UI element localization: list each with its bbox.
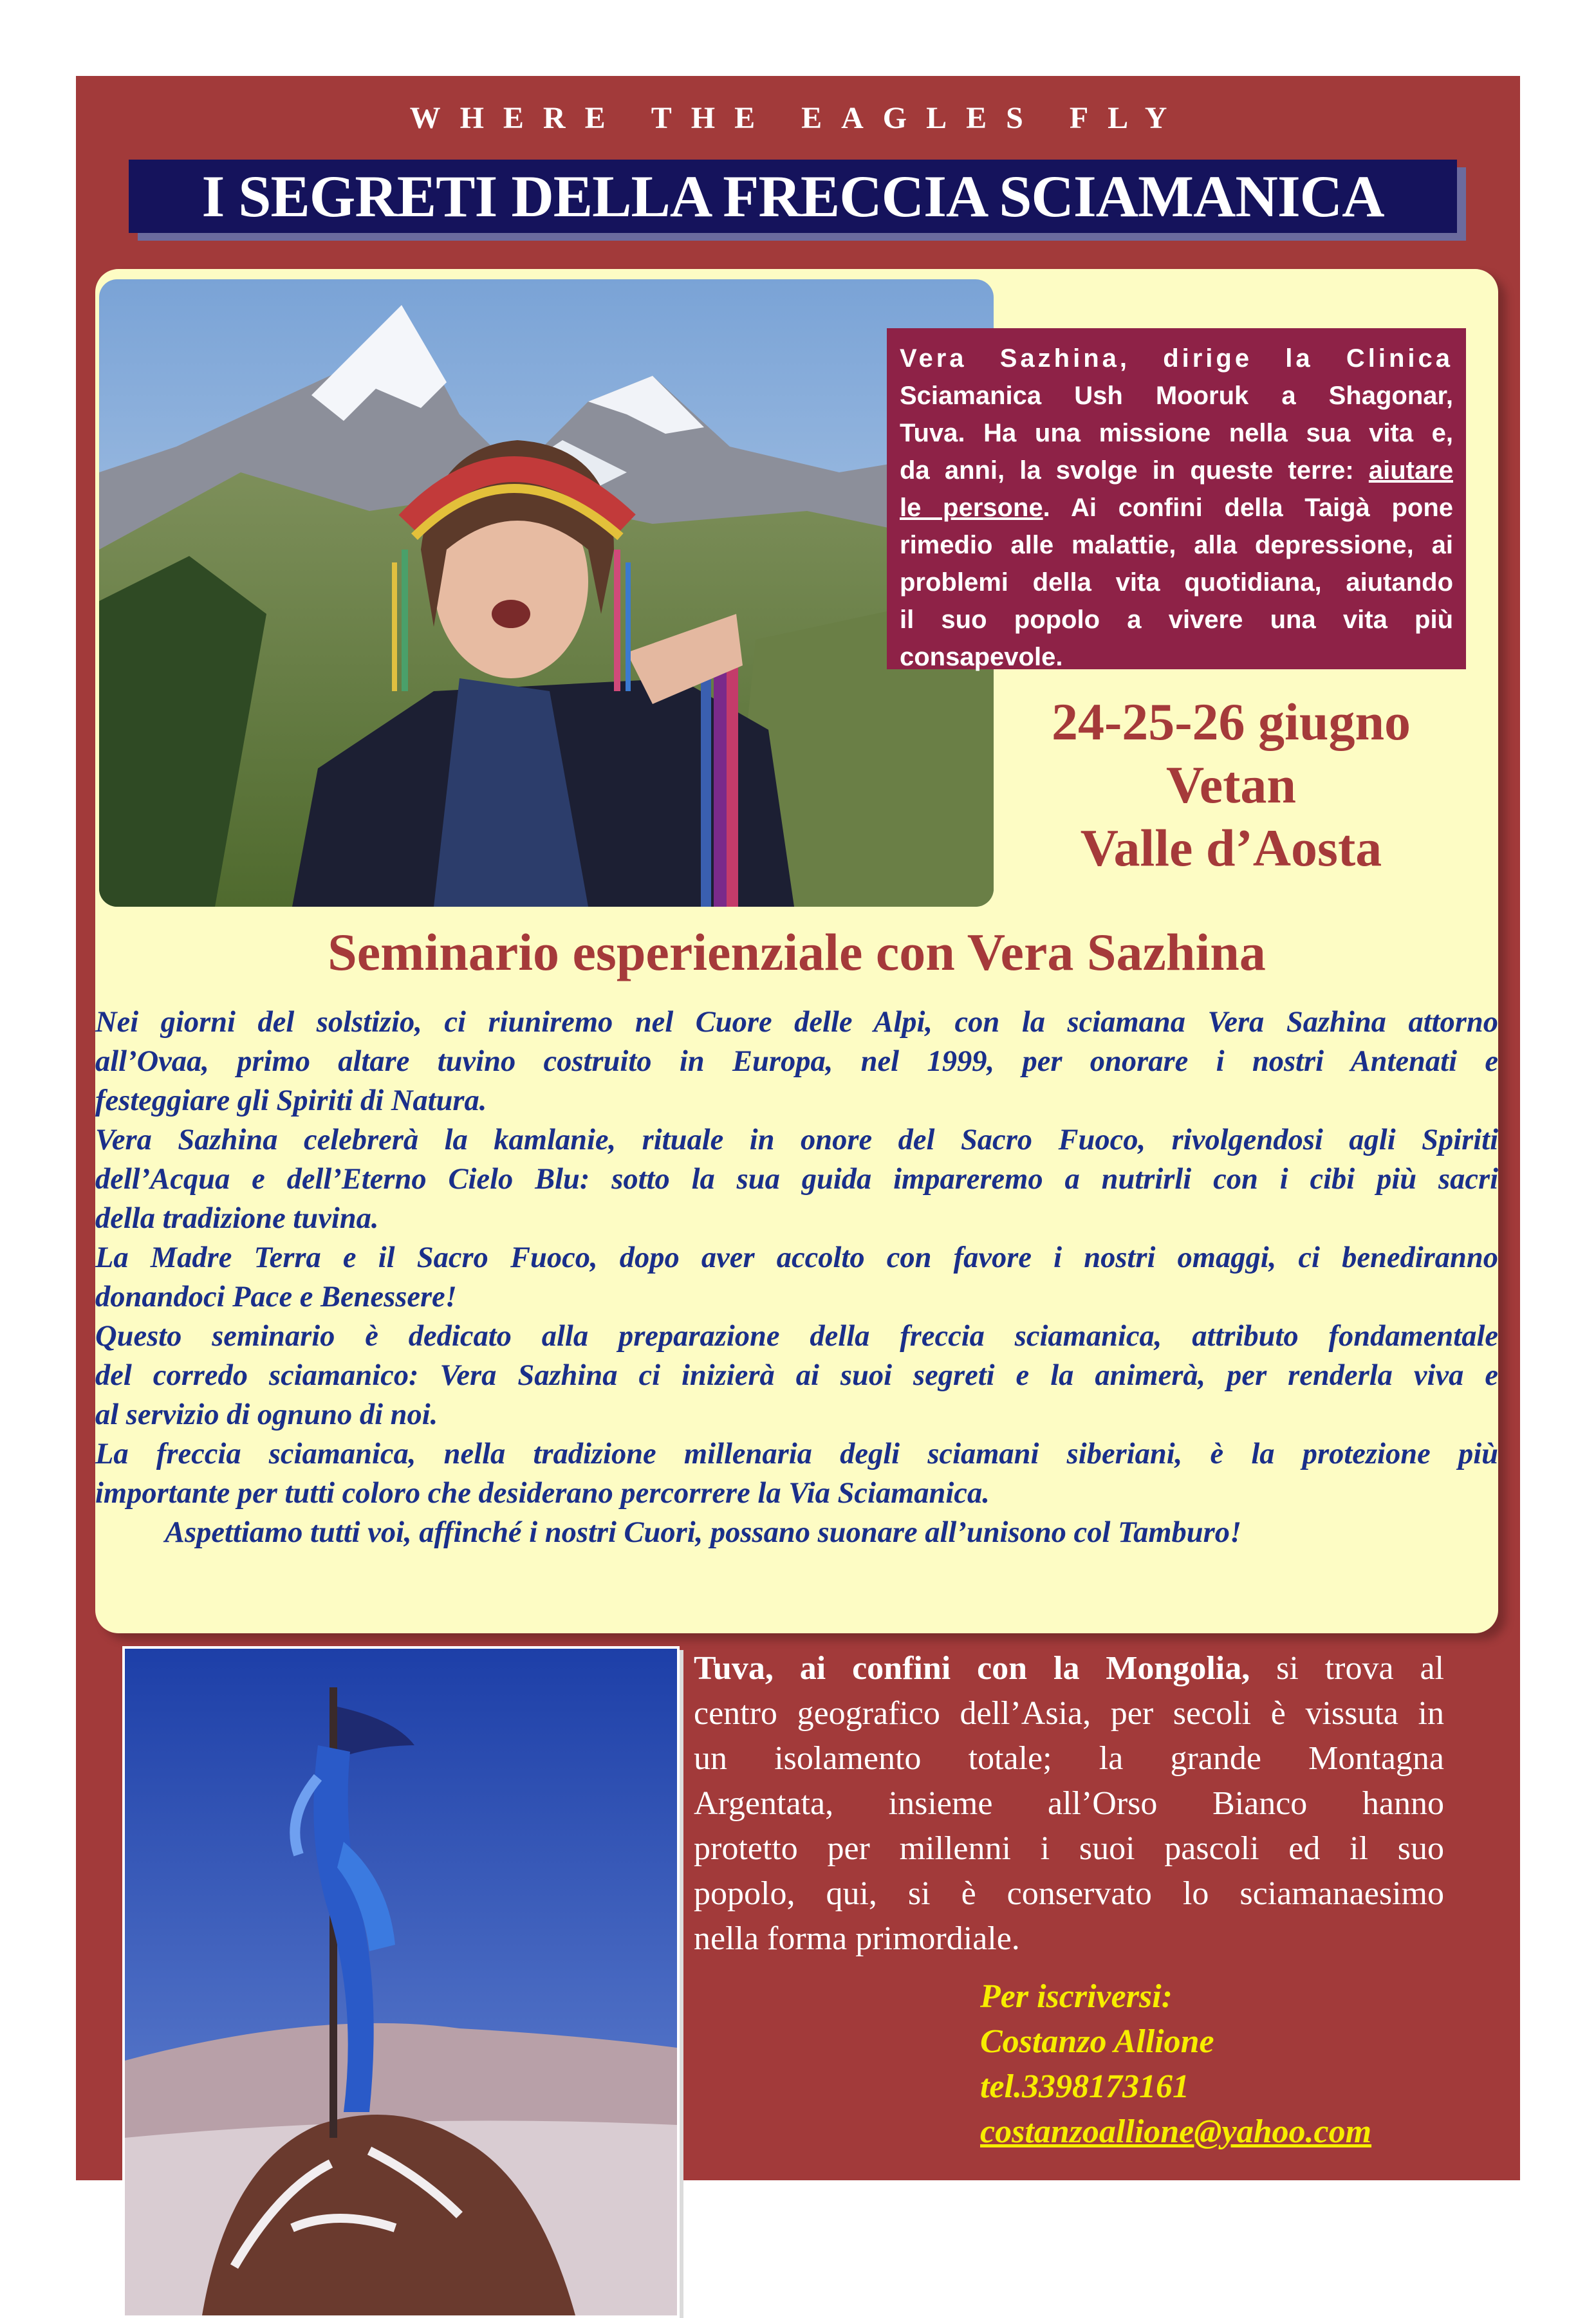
ovaa-photo: [122, 1646, 680, 2318]
intro-line: consapevole.: [900, 643, 1063, 671]
description-line: all’Ovaa, primo altare tuvino costruito in Europa, nel 1999, per onorare i nostri Antenati e: [95, 1045, 1498, 1078]
description-line: Nei giorni del solstizio, ci riuniremo nel Cuore delle Alpi, con la sciamana Vera Sazhina attorno: [95, 1006, 1498, 1039]
tuva-line: centro geografico dell’Asia, per secoli è vissuta in: [694, 1695, 1444, 1732]
contact-phone: tel.3398173161: [980, 2068, 1189, 2105]
tagline: WHERE THE EAGLES FLY: [409, 101, 1187, 135]
description-line: del corredo sciamanico: Vera Sazhina ci inizierà ai suoi segreti e la animerà, per renderla viva e: [95, 1359, 1498, 1392]
seminar-description: [95, 1003, 1498, 1552]
contact-name: Costanzo Allione: [980, 2023, 1214, 2060]
intro-line: [900, 452, 1453, 489]
intro-line: rimedio alle malattie, alla depressione, ai: [900, 531, 1453, 559]
intro-line: Sciamanica Ush Mooruk a Shagonar,: [900, 382, 1453, 410]
page-title: I SEGRETI DELLA FRECCIA SCIAMANICA: [201, 163, 1384, 229]
intro-line: problemi della vita quotidiana, aiutando: [900, 568, 1453, 597]
description-line: dell’Acqua e dell’Eterno Cielo Blu: sotto la sua guida impareremo a nutrirli con i cibi più sacri: [95, 1163, 1498, 1196]
contact-info: [980, 1974, 1371, 2155]
event-info: [977, 691, 1485, 880]
intro-line: il suo popolo a vivere una vita più: [900, 606, 1453, 634]
tuva-line: Argentata, insieme all’Orso Bianco hanno: [694, 1785, 1444, 1822]
intro-box: [887, 328, 1466, 669]
tuva-line: un isolamento totale; la grande Montagna: [694, 1740, 1444, 1777]
highlight-text: le persone: [900, 494, 1043, 522]
contact-email-link[interactable]: costanzoallione@yahoo.com: [980, 2113, 1372, 2150]
highlight-text: aiutare: [1368, 456, 1453, 485]
contact-label: Per iscriversi:: [980, 1978, 1173, 2015]
tuva-line-text: si trova al: [1250, 1650, 1444, 1687]
title-banner: [129, 160, 1457, 233]
description-line: La freccia sciamanica, nella tradizione millenaria degli sciamani siberiani, è la protezione più: [95, 1438, 1498, 1470]
tuva-lead: Tuva, ai confini con la Mongolia,: [694, 1650, 1250, 1687]
intro-line: Vera Sazhina, dirige la Clinica: [900, 344, 1453, 373]
description-line: donandoci Pace e Benessere!: [95, 1281, 457, 1313]
intro-line: Tuva. Ha una missione nella sua vita e,: [900, 419, 1453, 447]
tuva-line: nella forma primordiale.: [694, 1920, 1020, 1957]
event-dates: 24-25-26 giugno: [1051, 692, 1411, 751]
tuva-line: [694, 1646, 1444, 1691]
tuva-line: popolo, qui, si è conservato lo sciamanaesimo: [694, 1875, 1444, 1912]
description-line: La Madre Terra e il Sacro Fuoco, dopo aver accolto con favore i nostri omaggi, ci benediranno: [95, 1241, 1498, 1274]
event-place: Vetan: [1166, 756, 1296, 814]
description-line: importante per tutti coloro che desiderano percorrere la Via Sciamanica.: [95, 1477, 990, 1510]
intro-line-text: . Ai confini della Taigà pone: [1043, 494, 1453, 522]
description-line: della tradizione tuvina.: [95, 1202, 379, 1235]
tuva-line: protetto per millenni i suoi pascoli ed il suo: [694, 1830, 1444, 1867]
description-line: Questo seminario è dedicato alla preparazione della freccia sciamanica, attributo fondamentale: [95, 1320, 1498, 1353]
ovaa-photo-image: [125, 1649, 677, 2315]
intro-line-text: da anni, la svolge in queste terre:: [900, 456, 1369, 485]
poster: [76, 76, 1520, 2180]
event-region: Valle d’Aosta: [1080, 819, 1382, 877]
closing-line: Aspettiamo tutti voi, affinché i nostri Cuori, possano suonare all’unisono col Tamburo!: [165, 1516, 1242, 1549]
intro-line: [900, 489, 1453, 526]
description-line: al servizio di ognuno di noi.: [95, 1398, 438, 1431]
description-line: festeggiare gli Spiriti di Natura.: [95, 1084, 487, 1117]
shaman-photo: [99, 279, 994, 907]
seminar-title: Seminario esperienziale con Vera Sazhina: [328, 923, 1266, 981]
tuva-description: [694, 1646, 1444, 1961]
shaman-photo-image: [99, 279, 994, 907]
description-line: Vera Sazhina celebrerà la kamlanie, rituale in onore del Sacro Fuoco, rivolgendosi agli Spiriti: [95, 1124, 1498, 1156]
